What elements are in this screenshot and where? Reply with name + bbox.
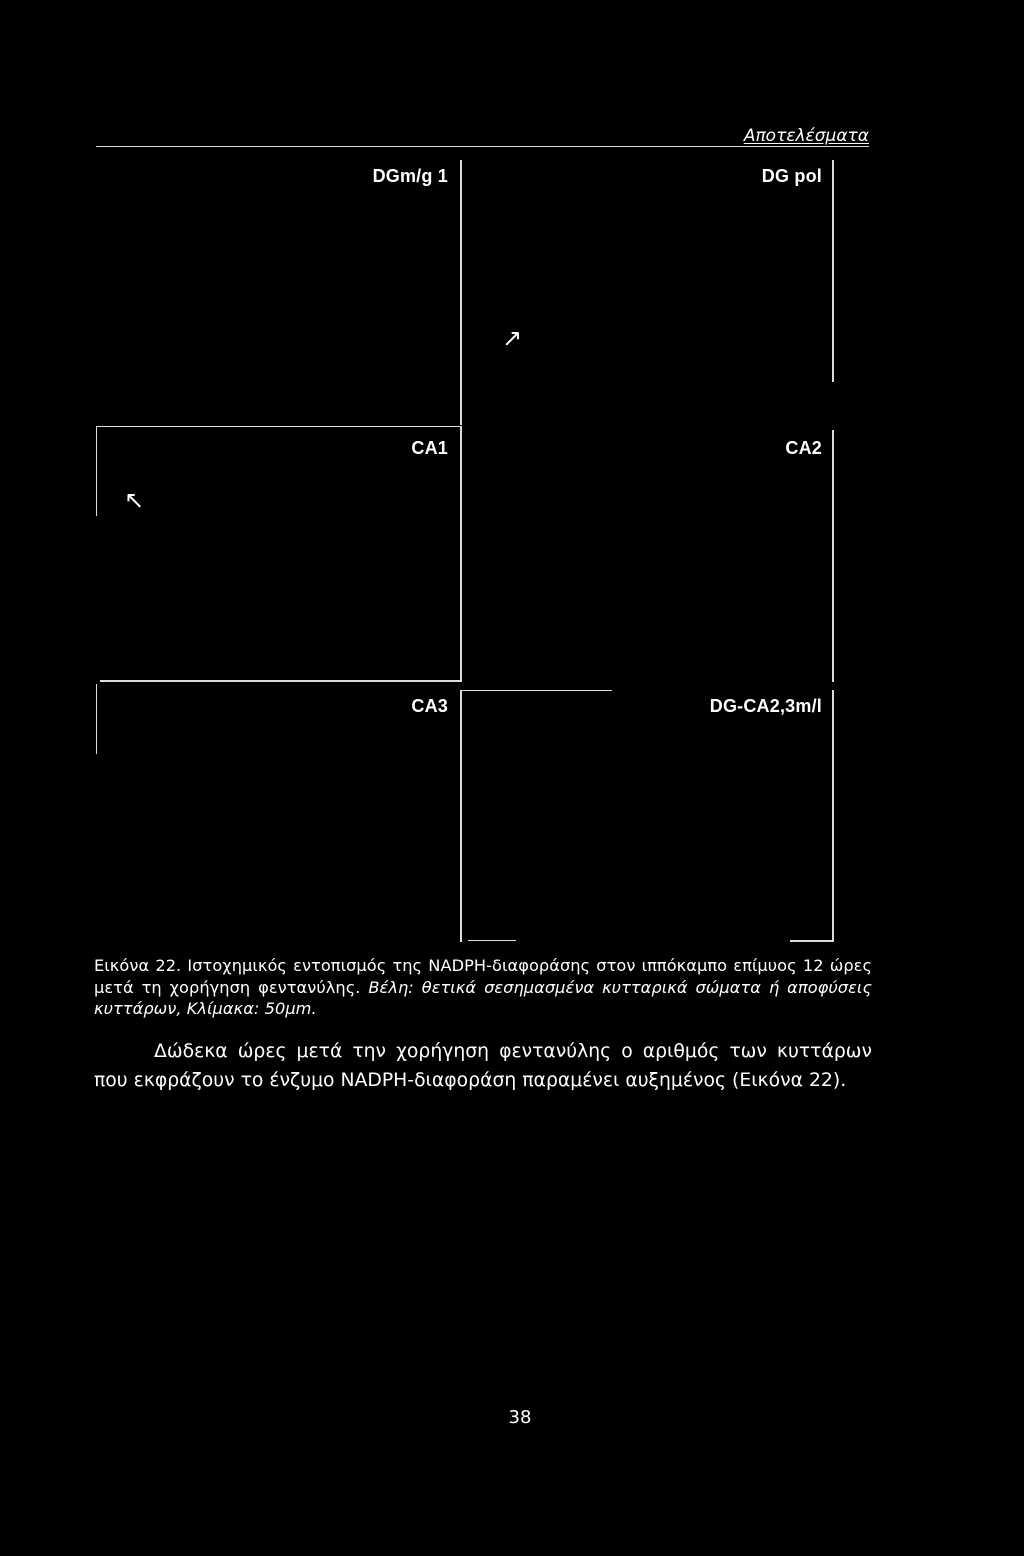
panel-border xyxy=(96,426,97,516)
arrow-marker: ↖ xyxy=(124,486,145,514)
panel-label: CA1 xyxy=(411,438,448,458)
panel-border xyxy=(468,940,516,941)
panel-label: DG-CA2,3m/l xyxy=(709,696,822,716)
panel-label: DG pol xyxy=(761,166,822,186)
body-paragraph-text: Δώδεκα ώρες μετά την χορήγηση φεντανύλης ο αριθμός των κυττάρων που εκφράζουν το ένζυμο NADPH-διαφοράση παραμένει αυξημένος (Εικόνα 22). xyxy=(94,1041,872,1091)
caption-legend: Βέλη: θετικά σεσημασμένα κυτταρικά σώματα ή αποφύσεις κυττάρων, Κλίμακα: 50μm. xyxy=(94,977,872,1018)
panel-border xyxy=(460,690,462,942)
panel-border xyxy=(460,160,462,425)
arrow-marker: ↗ xyxy=(502,324,523,352)
panel-ca3 xyxy=(96,682,462,942)
panel-border xyxy=(96,426,462,427)
panel-border xyxy=(462,690,612,691)
panel-border xyxy=(832,160,834,382)
panel-border xyxy=(460,426,462,682)
header-rule xyxy=(96,146,869,147)
panel-label: DGm/g 1 xyxy=(372,166,448,186)
panel-label: CA3 xyxy=(411,696,448,716)
panel-border xyxy=(790,940,834,942)
section-title: Αποτελέσματα xyxy=(743,126,869,146)
page-number: 38 xyxy=(508,1407,532,1428)
panel-border xyxy=(96,684,97,754)
body-paragraph xyxy=(94,1037,872,1095)
panel-dg-ca23 xyxy=(462,682,836,942)
figure-caption xyxy=(94,955,872,1020)
panel-ca1 xyxy=(96,426,462,682)
panel-border xyxy=(832,430,834,682)
panel-ca2 xyxy=(462,426,836,682)
panel-border xyxy=(832,690,834,942)
panel-label: CA2 xyxy=(785,438,822,458)
panel-dg-polymorphic xyxy=(462,160,836,426)
panel-dg-molecular xyxy=(96,160,462,426)
caption-text: Εικόνα 22. Ιστοχημικός εντοπισμός της NADPH-διαφοράσης στον ιππόκαμπο επίμυος 12 ώρες μετά τη χορήγηση φεντανύλης. xyxy=(94,956,872,997)
panel-border xyxy=(100,680,462,682)
